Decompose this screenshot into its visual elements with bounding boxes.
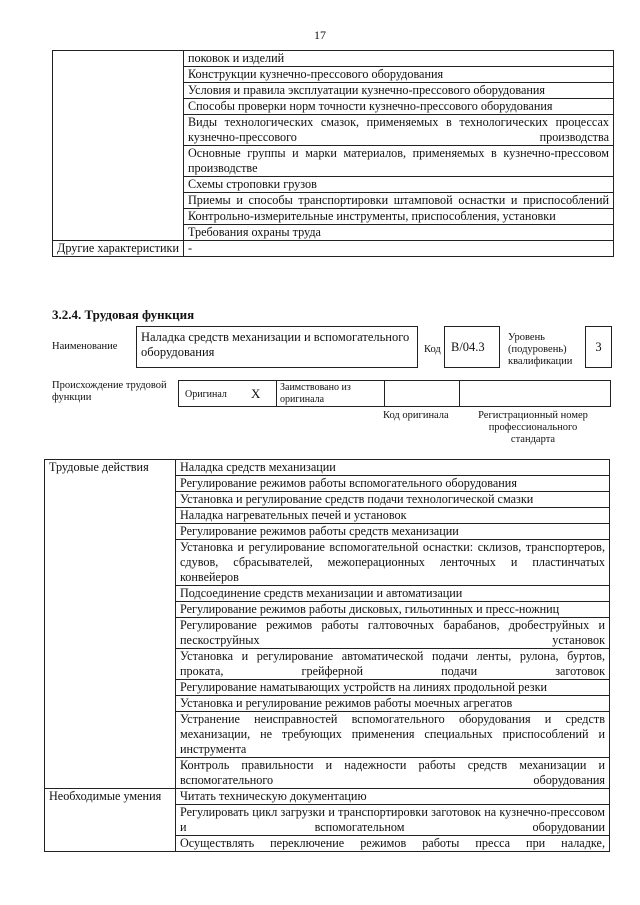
- knowledge-row: Условия и правила эксплуатации кузнечно-прессового оборудования: [184, 83, 614, 99]
- labor-action-row: Регулирование режимов работы вспомогательного оборудования: [176, 476, 610, 492]
- knowledge-row: Требования охраны труда: [184, 225, 614, 241]
- knowledge-row: Способы проверки норм точности кузнечно-прессового оборудования: [184, 99, 614, 115]
- name-label: Наименование: [52, 341, 118, 352]
- function-name: Наладка средств механизации и вспомогательного оборудования: [136, 326, 418, 368]
- original-cell: [179, 381, 277, 406]
- labor-action-row: Контроль правильности и надежности работы средств механизации и вспомогательного оборудования: [176, 758, 610, 789]
- knowledge-left-cell: [53, 51, 184, 241]
- labor-action-row: Установка и регулирование автоматической подачи ленты, рулона, буртов, проката, грейферной подачи заготовок: [176, 649, 610, 680]
- other-characteristics-value: -: [184, 241, 614, 257]
- qualification-level-value: 3: [585, 326, 612, 368]
- knowledge-row: Приемы и способы транспортировки штамповой оснастки и приспособлений: [184, 193, 614, 209]
- knowledge-row: Основные группы и марки материалов, применяемых в кузнечно-прессовом производстве: [184, 146, 614, 177]
- knowledge-row: Виды технологических смазок, применяемых в технологических процессах кузнечно-прессового производства: [184, 115, 614, 146]
- original-mark: X: [251, 386, 261, 401]
- reg-number-cell: [459, 381, 610, 406]
- labor-action-row: Установка и регулирование средств подачи технологической смазки: [176, 492, 610, 508]
- labor-action-row: Регулирование режимов работы галтовочных барабанов, дробеструйных и пескоструйных установок: [176, 618, 610, 649]
- reg-number-label: Регистрационный номер профессионального стандарта: [478, 410, 588, 445]
- labor-action-row: Наладка средств механизации: [176, 460, 610, 476]
- required-skills-label: Необходимые умения: [45, 789, 176, 852]
- original-label: Оригинал: [185, 389, 227, 400]
- origin-label: Происхождение трудовой функции: [52, 380, 167, 403]
- skill-row: Регулировать цикл загрузки и транспортировки заготовок на кузнечно-прессовом и вспомогательном оборудовании: [176, 805, 610, 836]
- knowledge-row: Контрольно-измерительные инструменты, приспособления, установки: [184, 209, 614, 225]
- borrowed-cell: [276, 381, 385, 406]
- labor-action-row: Регулирование режимов работы дисковых, гильотинных и пресс-ножниц: [176, 602, 610, 618]
- labor-action-row: Установка и регулирование режимов работы моечных агрегатов: [176, 696, 610, 712]
- labor-action-row: Устранение неисправностей вспомогательного оборудования и средств механизации, не требующих применения специальных приспособлений и инструмента: [176, 712, 610, 758]
- code-value: B/04.3: [444, 326, 500, 368]
- section-title: 3.2.4. Трудовая функция: [52, 307, 195, 322]
- labor-action-row: Подсоединение средств механизации и автоматизации: [176, 586, 610, 602]
- labor-action-row: Наладка нагревательных печей и установок: [176, 508, 610, 524]
- code-label: Код: [424, 344, 441, 355]
- code-original-cell: [384, 381, 460, 406]
- labor-action-row: Установка и регулирование вспомогательной оснастки: склизов, транспортеров, сдувов, сбрасывателей, межоперационных ленточных и пластинчатых конвейеров: [176, 540, 610, 586]
- skill-row: Читать техническую документацию: [176, 789, 610, 805]
- labor-function-table: [44, 459, 610, 852]
- borrowed-label: Заимствовано из оригинала: [280, 382, 351, 405]
- labor-action-row: Регулирование режимов работы средств механизации: [176, 524, 610, 540]
- knowledge-row: поковок и изделий: [184, 51, 614, 67]
- qualification-level-label: Уровень (подуровень) квалификации: [508, 332, 573, 367]
- origin-boxes: [178, 380, 611, 407]
- code-original-label: Код оригинала: [383, 410, 449, 421]
- labor-action-row: Регулирование наматывающих устройств на линиях продольной резки: [176, 680, 610, 696]
- knowledge-table: [52, 50, 614, 257]
- labor-actions-label: Трудовые действия: [45, 460, 176, 789]
- knowledge-row: Схемы строповки грузов: [184, 177, 614, 193]
- other-characteristics-label: Другие характеристики: [53, 241, 184, 257]
- skill-row: Осуществлять переключение режимов работы пресса при наладке,: [176, 836, 610, 852]
- knowledge-row: Конструкции кузнечно-прессового оборудования: [184, 67, 614, 83]
- page-number: 17: [314, 28, 326, 42]
